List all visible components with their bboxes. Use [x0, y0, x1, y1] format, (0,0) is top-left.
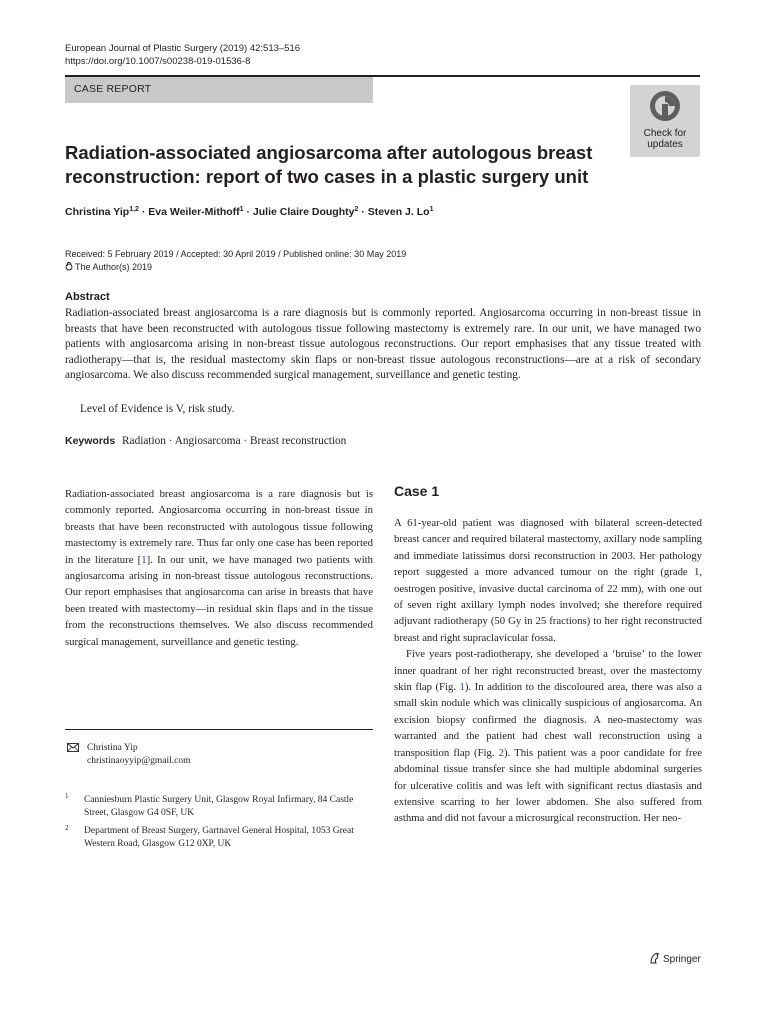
badge-line2: updates: [647, 139, 683, 150]
affiliation-number: 2: [65, 824, 69, 832]
reference-link[interactable]: 1: [141, 553, 147, 566]
envelope-icon: [67, 743, 79, 752]
footnote-rule: [65, 729, 373, 730]
author-name[interactable]: Eva Weiler-Mithoff: [148, 206, 240, 218]
journal-citation: [65, 42, 300, 68]
open-access-icon: [65, 262, 73, 271]
case1-text: Five years post-radiotherapy, she developed a ‘bruise’ to the lower inner quadrant of her right reconstructed breast, over the mastectomy skin flap (Fig.: [394, 648, 702, 694]
section-band: [65, 77, 373, 103]
publisher-name: Springer: [663, 954, 701, 965]
corresponding-email[interactable]: christinaoyyip@gmail.com: [87, 756, 191, 766]
copyright-text: The Author(s) 2019: [75, 262, 153, 272]
evidence-level: Level of Evidence is V, risk study.: [80, 403, 235, 415]
corresponding-author: [87, 742, 190, 768]
affiliation-number: 1: [65, 792, 69, 800]
introduction-paragraph: [65, 486, 373, 650]
case1-paragraph-1: A 61-year-old patient was diagnosed with bilateral screen-detected breast cancer and required bilateral mastectomy, axillary node sampling and immediate latissimus dorsi reconstruction in 2003. Her pathology report suggested a more advanced tumour on the right (grade 1, oestrogen positive, invasive ductal carcinoma of 22 mm), with one out of seven right axillary lymph nodes involved; she therefore required adjuvant radiotherapy (50 Gy in 25 fractions) to her right reconstructed breast and right supraclavicular fossa.: [394, 517, 702, 644]
publication-dates: [65, 248, 406, 274]
case1-heading: Case 1: [394, 483, 440, 499]
figure-link[interactable]: 1: [459, 681, 465, 694]
author-name[interactable]: Julie Claire Doughty: [252, 206, 355, 218]
abstract-body: [65, 306, 701, 384]
corresponding-name: Christina Yip: [87, 743, 138, 753]
author-affiliation: 2: [354, 206, 359, 213]
case1-text: ). In addition to the discoloured area, there was also a small skin nodule which was clinically suspicious of angiosarcoma. An excision biopsy confirmed the diagnosis. A neo-mastectomy was warranted and the patient had chest wall reconstruction using a transposition flap (Fig.: [394, 681, 703, 759]
affiliation-2: Department of Breast Surgery, Gartnavel General Hospital, 1053 Great Western Road, Glasgow G12 0XP, UK: [84, 826, 354, 849]
section-label: CASE REPORT: [74, 83, 152, 95]
article-title: Radiation-associated angiosarcoma after autologous breast reconstruction: report of two cases in a plastic surgery unit: [65, 142, 593, 187]
dates-line: Received: 5 February 2019 / Accepted: 30 April 2019 / Published online: 30 May 2019: [65, 249, 407, 259]
keywords-text: Radiation · Angiosarcoma · Breast reconstruction: [122, 435, 347, 447]
case1-text: ). This patient was a poor candidate for free abdominal tissue transfer since she had multiple abdominal surgeries for ulcerative colitis and was left with significant rectus diastasis and extensive scarring to her lower abdomen. She also suffered from asthma and did not favour a microsurgical reconstruction. Her neo-: [394, 746, 703, 825]
crossmark-icon: [649, 90, 681, 122]
author-affiliation: 1: [429, 206, 434, 213]
abstract-text: Radiation-associated breast angiosarcoma is a rare diagnosis but is commonly reported. Angiosarcoma occurring in non-breast tissue in breasts that have been reconstructed with autologous tissue following mastectomy is extremely rare. In our unit, we have managed two patients with angiosarcoma arising in non-breast tissue autologous reconstructions. Our report emphasises that any tissue treated with radiotherapy—that is, the residual mastectomy skin flaps or non-breast tissue autologous reconstructions—are at a risk of secondary angiosarcoma. We also discuss recommended surgical management, surveillance and genetic testing.: [65, 307, 701, 382]
abstract-heading: Abstract: [65, 291, 110, 303]
doi-link[interactable]: https://doi.org/10.1007/s00238-019-01536-8: [65, 56, 251, 67]
springer-horse-icon: [649, 952, 660, 964]
check-for-updates-badge[interactable]: [630, 85, 700, 157]
copyright-line: [65, 261, 406, 274]
author-list: Christina Yip$^{1,2}$ · Eva Weiler-Mithoff$^1$ · Julie Claire Doughty$^2$ · Steven J. Lo$^1$: [65, 206, 434, 218]
badge-line1: Check for: [643, 128, 687, 139]
journal-name: European Journal of Plastic Surgery (2019) 42:513–516: [65, 43, 301, 54]
case1-paragraph-2: [394, 646, 702, 826]
author-affiliation: 1,2: [129, 206, 139, 213]
affiliation-1: Canniesburn Plastic Surgery Unit, Glasgow Royal Infirmary, 84 Castle Street, Glasgow G4 0SF, UK: [84, 795, 354, 818]
figure-link[interactable]: 2: [498, 746, 505, 759]
case1-body: [394, 515, 702, 827]
keywords: [65, 435, 346, 447]
badge-text: [630, 128, 700, 150]
keywords-label: Keywords: [65, 435, 116, 447]
intro-text: Radiation-associated breast angiosarcoma is a rare diagnosis but is commonly reported. Angiosarcoma occurring in non-breast tissue in breasts that have been reconstructed with autologous tissue following mastectomy is extremely rare. Thus far only one case has been reported in the literature [: [65, 488, 373, 566]
intro-text-cont: ]. In our unit, we have managed two patients with angiosarcoma arising in non-breast tissue autologous reconstructions. Our report emphasises that angiosarcoma can arise in breasts that have been treated with mastectomy—in residual skin flaps and in the tissue from the reconstructions themselves. We also discuss recommended surgical management, surveillance and genetic testing.: [65, 553, 373, 648]
author-name[interactable]: Christina Yip: [65, 206, 130, 218]
publisher-logo: [649, 952, 701, 965]
author-affiliation: 1: [239, 206, 244, 213]
author-name[interactable]: Steven J. Lo: [367, 206, 430, 218]
